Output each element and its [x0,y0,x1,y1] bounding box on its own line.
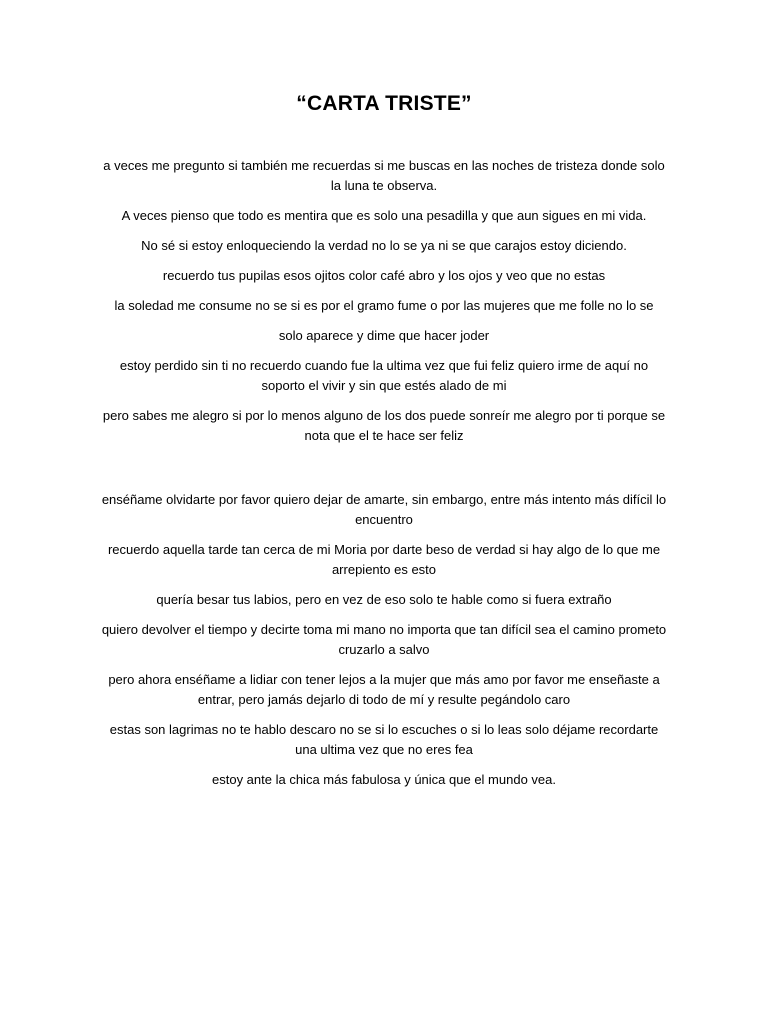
document-body [100,156,668,800]
document-title: “CARTA TRISTE” [296,92,472,115]
paragraph: solo aparece y dime que hacer joder [278,328,490,343]
paragraph: pero ahora enséñame a lidiar con tener lejos a la mujer que más amo por favor me enseñaste a entrar, pero jamás dejarlo di todo de mí y resulte pegándolo caro [108,672,660,707]
paragraph: recuerdo tus pupilas esos ojitos color café abro y los ojos y veo que no estas [162,268,606,283]
paragraph: recuerdo aquella tarde tan cerca de mi Moria por darte beso de verdad si hay algo de lo que me arrepiento es esto [107,542,661,577]
paragraph: estas son lagrimas no te hablo descaro no se si lo escuches o si lo leas solo déjame recordarte una ultima vez que no eres fea [109,722,659,757]
paragraph: enséñame olvidarte por favor quiero dejar de amarte, sin embargo, entre más intento más difícil lo encuentro [101,492,667,527]
paragraph: pero sabes me alegro si por lo menos alguno de los dos puede sonreír me alegro por ti porque se nota que el te hace ser feliz [102,408,666,443]
paragraph: estoy perdido sin ti no recuerdo cuando fue la ultima vez que fui feliz quiero irme de aquí no soporto el vivir y sin que estés alado de mi [119,358,649,393]
paragraph: a veces me pregunto si también me recuerdas si me buscas en las noches de tristeza donde solo la luna te observa. [103,158,665,193]
paragraph: estoy ante la chica más fabulosa y única que el mundo vea. [212,772,556,787]
paragraph: A veces pienso que todo es mentira que es solo una pesadilla y que aun sigues en mi vida. [121,208,647,223]
section-spacer [100,456,668,490]
paragraph: la soledad me consume no se si es por el gramo fume o por las mujeres que me folle no lo se [114,298,654,313]
paragraph: quería besar tus labios, pero en vez de eso solo te hable como si fuera extraño [156,592,612,607]
paragraph: quiero devolver el tiempo y decirte toma mi mano no importa que tan difícil sea el camino prometo cruzarlo a salvo [101,622,667,657]
paragraph: No sé si estoy enloqueciendo la verdad no lo se ya ni se que carajos estoy diciendo. [141,238,627,253]
